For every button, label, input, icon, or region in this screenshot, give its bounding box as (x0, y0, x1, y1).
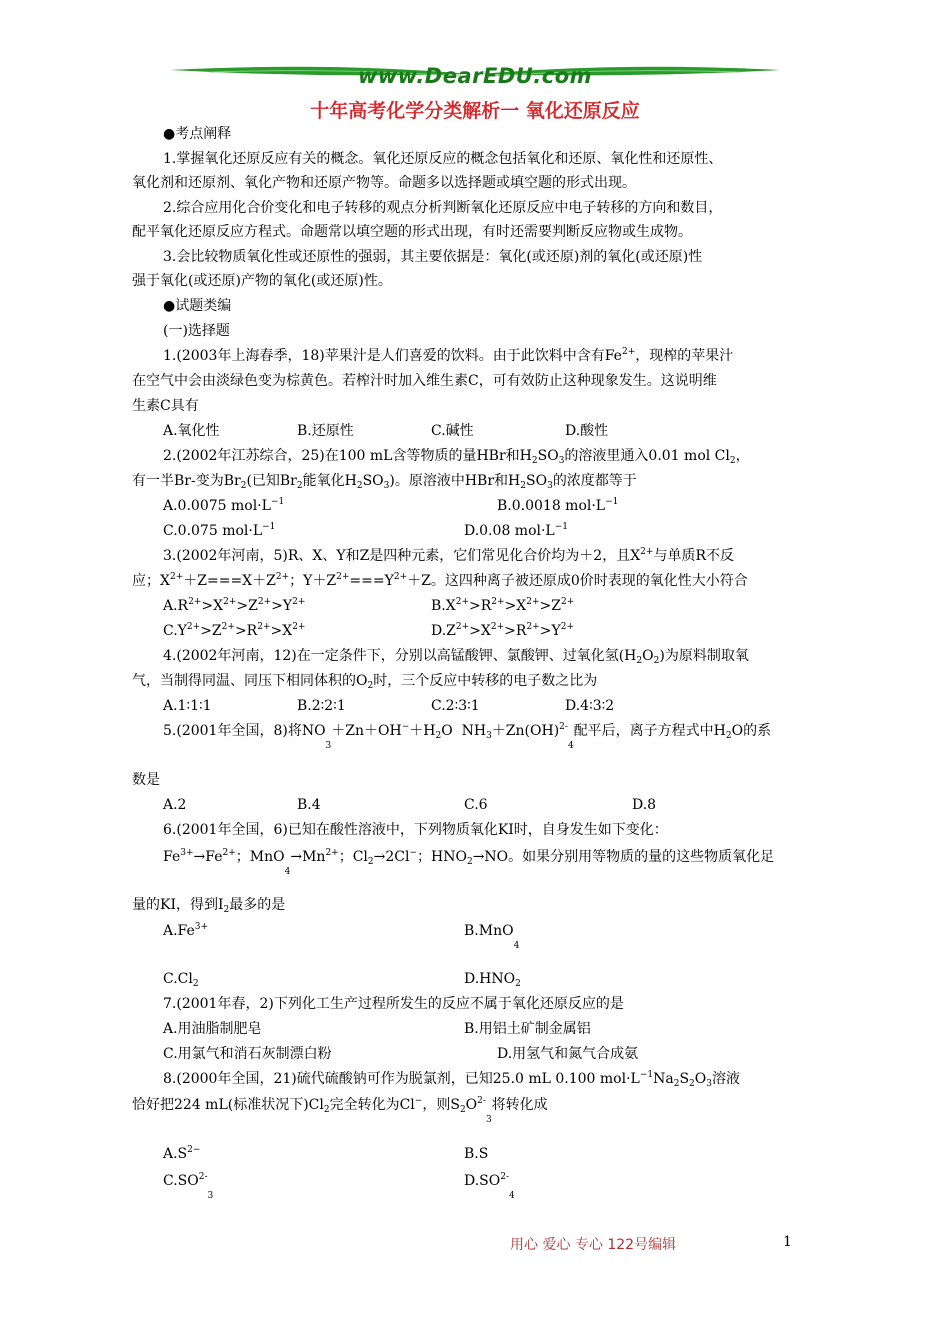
question-text: 8.(2000年全国，21)硫代硫酸钠可作为脱氯剂，已知25.0 mL 0.100 $mol\cdot L^{-1}Na_2S_2O_3$溶液 (163, 1070, 740, 1089)
option: $C.Y^{2+}>Z^{2+}>R^{2+}>X^{2+}$ (163, 622, 306, 639)
option: C.0.075 $mol\cdot L^{-1}$ (163, 522, 276, 539)
option: D.8 (632, 797, 657, 813)
question-text: 恰好把224 mL(标准状况下)$Cl_2$完全转化为Cl−，则$S_2O^{2-}_3$将转化成 (132, 1096, 548, 1125)
option: $D.HNO_2$ (464, 971, 521, 989)
page-number: 1 (783, 1234, 792, 1250)
question-text: 应；$X^{2+}+Z===X+Z^{2+}$；$Y+Z^{2+}===Y^{2+}+Z$。这四种离子被还原成0价时表现的氧化性大小符合 (132, 572, 748, 589)
option: $A.Fe^{3+}$ (163, 922, 209, 939)
question-text: 生素C具有 (132, 398, 199, 414)
site-url[interactable]: www.DearEDU.com (357, 64, 593, 88)
question-text: 6.(2001年全国，6)已知在酸性溶液中，下列物质氧化KI时，自身发生如下变化： (163, 822, 668, 838)
section-heading: ●试题类编 (163, 298, 232, 314)
section-heading: ●考点阐释 (163, 126, 232, 142)
option: B.还原性 (297, 423, 354, 439)
option: $D.Z^{2+}>X^{2+}>R^{2+}>Y^{2+}$ (431, 622, 574, 639)
option: B.S (464, 1146, 489, 1162)
option: A.2 (163, 797, 187, 813)
question-text: 数是 (132, 772, 160, 788)
question-text: $Fe^{3+}\to Fe^{2+}$；$MnO_4\to Mn^{2+}$；$Cl_2\to 2Cl^-$；$HNO_2\to NO$。如果分别用等物质的量的这些物质氧化足 (163, 848, 775, 877)
option: $D.SO^{2-}_4$ (464, 1172, 515, 1201)
question-text: 3.(2002年河南，5)R、X、Y和Z是四种元素，它们常见化合价均为＋2，且$X^{2+}$与单质R不反 (163, 547, 734, 564)
header-banner (170, 60, 780, 96)
paragraph: 强于氧化(或还原)产物的氧化(或还原)性。 (132, 273, 392, 289)
paragraph: 2.综合应用化合价变化和电子转移的观点分析判断氧化还原反应中电子转移的方向和数目， (163, 200, 723, 216)
option: A.1∶1∶1 (163, 698, 212, 714)
question-text: 量的KI，得到$I_2$最多的是 (132, 897, 286, 915)
question-text: 5.(2001年全国，8)将$NO_3+Zn+OH^-+H_2O$ $NH_3+Zn(OH)^{2-}_4$配平后，离子方程式中$H_2O$的系 (163, 722, 772, 751)
option: C.用氯气和消石灰制漂白粉 (163, 1046, 332, 1062)
option: A.0.0075 $mol\cdot L^{-1}$ (163, 497, 285, 514)
option: A.用油脂制肥皂 (163, 1021, 262, 1037)
paragraph: 氧化剂和还原剂、氧化产物和还原产物等。命题多以选择题或填空题的形式出现。 (132, 175, 636, 191)
question-text: 气，当制得同温、同压下相同体积的$O_2$时，三个反应中转移的电子数之比为 (132, 673, 598, 691)
page-title: 十年高考化学分类解析一 氧化还原反应 (310, 100, 640, 122)
option: D.4∶3∶2 (565, 698, 615, 714)
option: B.2∶2∶1 (297, 698, 346, 714)
option: A.氧化性 (163, 423, 220, 439)
paragraph: 3.会比较物质氧化性或还原性的强弱，其主要依据是：氧化(或还原)剂的氧化(或还原)性 (163, 249, 703, 265)
footer-text: 用心 爱心 专心 122号编辑 (510, 1237, 677, 1253)
question-text: 2.(2002年江苏综合，25)在100 mL含等物质的量HBr和$H_2SO_3$的溶液里通入0.01 mol $Cl_2$， (163, 448, 750, 466)
option: D.酸性 (565, 423, 609, 439)
question-text: 1.(2003年上海春季，18)苹果汁是人们喜爱的饮料。由于此饮料中含有$Fe^{2+}$，现榨的苹果汁 (163, 347, 734, 364)
option: B.0.0018 $mol\cdot L^{-1}$ (497, 497, 619, 514)
question-text: 在空气中会由淡绿色变为棕黄色。若榨汁时加入维生素C，可有效防止这种现象发生。这说明维 (132, 373, 717, 389)
bullet-icon: ● (163, 298, 176, 314)
bullet-icon: ● (163, 126, 176, 142)
option: $C.Cl_2$ (163, 971, 199, 989)
option: B.MnO$_4$ (464, 923, 520, 951)
option: C.碱性 (431, 423, 474, 439)
option: $B.X^{2+}>R^{2+}>X^{2+}>Z^{2+}$ (431, 597, 575, 614)
question-text: 有一半Br-变为$Br_2$(已知$Br_2$能氧化$H_2SO_3$)。原溶液中HBr和$H_2SO_3$的浓度都等于 (132, 473, 637, 491)
option: C.2∶3∶1 (431, 698, 480, 714)
option: B.4 (297, 797, 321, 813)
option: C.6 (464, 797, 488, 813)
paragraph: 1.掌握氧化还原反应有关的概念。氧化还原反应的概念包括氧化和还原、氧化性和还原性、 (163, 151, 723, 167)
paragraph: 配平氧化还原反应方程式。命题常以填空题的形式出现，有时还需要判断反应物或生成物。 (132, 224, 692, 240)
option: $C.SO^{2-}_3$ (163, 1172, 214, 1201)
option: B.用铝土矿制金属铝 (464, 1021, 591, 1037)
subsection-heading: (一)选择题 (163, 323, 230, 339)
option: $A.R^{2+}>X^{2+}>Z^{2+}>Y^{2+}$ (163, 597, 306, 614)
question-text: 4.(2002年河南，12)在一定条件下，分别以高锰酸钾、氯酸钾、过氧化氢$(H_2O_2)$为原料制取氧 (163, 648, 749, 666)
option: D.0.08 $mol\cdot L^{-1}$ (464, 522, 569, 539)
option: $A.S^{2-}$ (163, 1145, 201, 1162)
question-text: 7.(2001年春，2)下列化工生产过程所发生的反应不属于氧化还原反应的是 (163, 996, 624, 1012)
option: D.用氢气和氮气合成氨 (497, 1046, 639, 1062)
